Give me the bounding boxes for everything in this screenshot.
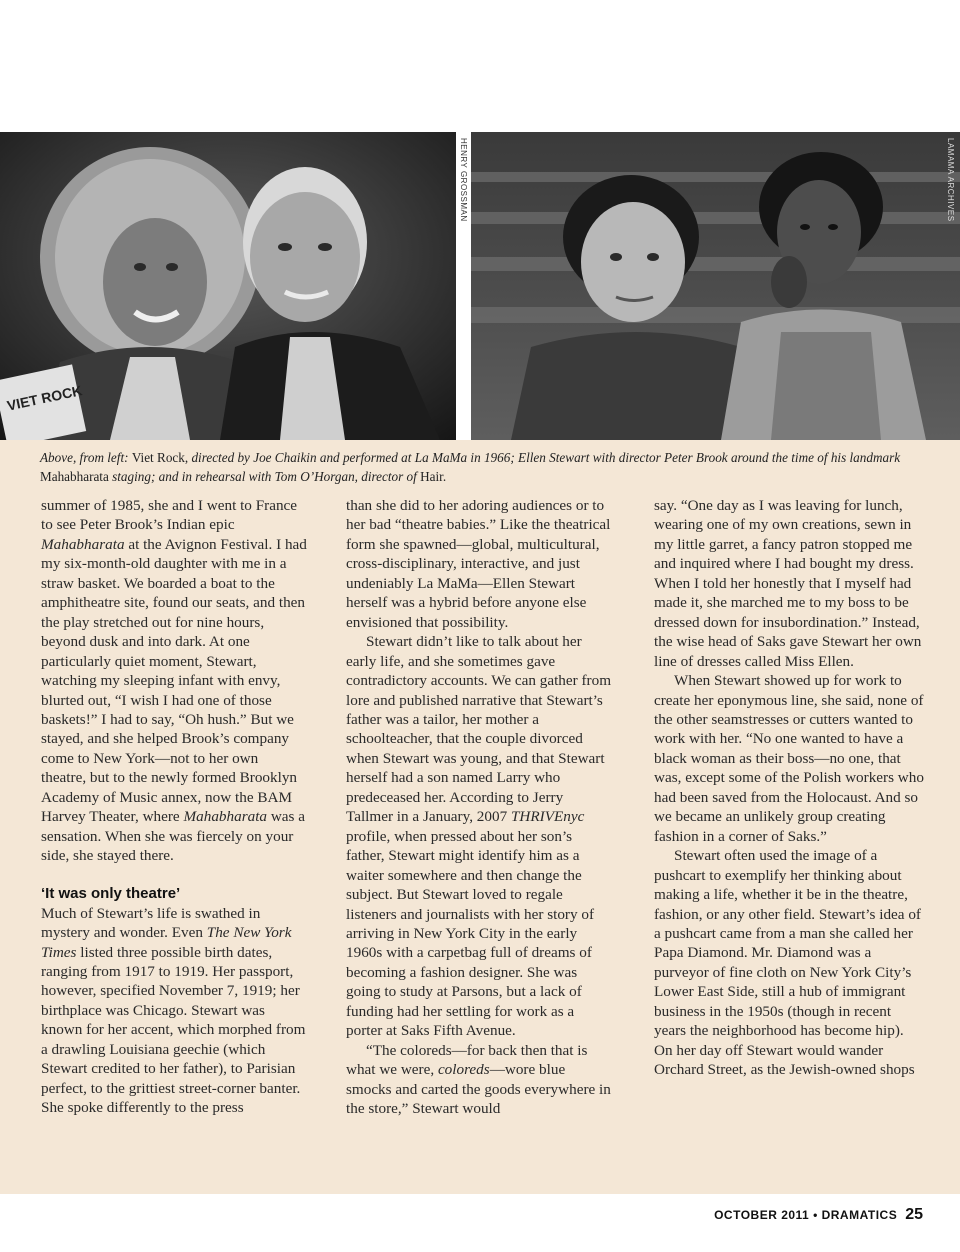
caption-title-viet-rock: Viet Rock, [131,450,189,465]
paragraph [346,1041,612,1119]
italic-word: coloreds [437,1061,490,1079]
caption-title-mahabharata: Mahabharata [40,469,109,484]
text-run: at the Avignon Festival. I had my six-month-old daughter with me in a straw basket. We boarded a boat to the amphitheatre site, found our seats, and then the play stretched out for nine hours, beyond dusk and into dark. At one particularly quiet moment, Stewart, watching my sleeping infant with envy, blurted out, “I wish I had one of those baskets!” I had to say, “Oh hush.” But we stayed, and she helped Brook’s company come to New York—not to her own theatre, but to the newly formed Brooklyn Academy of Music annex, now the BAM Harvey Theater, where [41,535,307,826]
text-run: listed three possible birth dates, ranging from 1917 to 1919. Her passport, however, specified November 7, 1919; her birthplace was Chicago. Stewart was known for her accent, which morphed from a drawling Louisiana geechie (which Stewart credited to her father), to Parisian perfect, to the grittiest street-corner banter. She spoke differently to the press [41,943,306,1117]
photo-credit-left: HENRY GROSSMAN [459,138,468,222]
caption-text-2: staging; and in rehearsal with Tom O’Horgan, director of [108,469,421,484]
photo-band [0,132,960,440]
caption-title-hair: Hair. [420,469,447,484]
section-subhead: ‘It was only theatre’ [41,884,181,902]
paragraph [41,904,307,1118]
publication-line: OCTOBER 2011 • DRAMATICS [714,1208,898,1222]
program-text: VIET ROCK [5,382,84,414]
text-run: was a sensation. When she was fiercely on your side, she stayed there. [41,808,305,865]
text-run: “The coloreds—for back then that is what we were, [346,1041,588,1079]
page-footer [714,1206,923,1224]
photo-caption [40,448,922,486]
photo-rehearsal-ohorgan [471,132,960,440]
photo-credit-right: LAMAMA ARCHIVES [946,138,955,222]
article-column-2 [346,496,612,1119]
caption-lead: Above, from left: [40,450,132,465]
article-column-3 [654,496,924,1080]
italic-title: Mahabharata [41,535,125,553]
text-run: —wore blue smocks and carted the goods everywhere in the store,” Stewart would [346,1061,611,1118]
italic-title: Mahabharata [183,808,268,826]
italic-title: THRIVEnyc [510,808,585,826]
text-run: profile, when pressed about her son’s father, Stewart might identify him as a waiter somewhere and then change the subject. But Stewart loved to regale listeners and journalists with her story of arriving in New York City in the early 1960s with a carpetbag full of dreams of becoming a fashion designer. She was going to study at Parsons, but a lack of funding had her settling for work as a porter at Saks Fifth Avenue. [346,827,595,1040]
paragraph [346,632,612,1041]
paragraph: When Stewart showed up for work to create her eponymous line, she said, none of the other seamstresses or cutters wanted to work with her. “No one wanted to have a black woman as their boss—no one, that was, except some of the Polish workers who had been saved from the Holocaust. And so we became an unlikely group creating fashion in a corner of Saks.” [654,672,924,845]
italic-title: The New York Times [41,924,292,961]
paragraph [41,496,307,866]
text-run: summer of 1985, she and I went to France to see Peter Brook’s Indian epic [41,497,298,534]
paragraph: say. “One day as I was leaving for lunch, wearing one of my own creations, sewn in my little garret, a fancy patron stopped me and inquired where I had bought my dress. When I told her honestly that I myself had made it, she marched me to my boss to be dressed down for insubordination.” Instead, the wise head of Saks gave Stewart her own line of dresses called Miss Ellen. [654,497,922,670]
text-run: Stewart didn’t like to talk about her early life, and she sometimes gave contradictory accounts. We can gather from lore and published narrative that Stewart’s father was a tailor, her mother a schoolteacher, that the couple divorced when Stewart was young, and that Stewart herself had a son named Larry who predeceased her. According to Jerry Tallmer in a January, 2007 [346,633,612,826]
article-column-1 [41,496,307,1118]
page-number: 25 [905,1206,923,1223]
paragraph: than she did to her adoring audiences or to her bad “theatre babies.” Like the theatrical form she spawned—global, multicultural, cross-disciplinary, interactive, and just undeniably La MaMa—Ellen Stewart herself was a hybrid before anyone else envisioned that possibility. [346,497,611,631]
text-run: Much of Stewart’s life is swathed in mystery and wonder. Even [41,904,261,942]
paragraph: Stewart often used the image of a pushcart to exemplify her thinking about making a life, whether it be in the theatre, fashion, or any other field. Stewart’s idea of a pushcart came from a man she called her Papa Diamond. Mr. Diamond was a purveyor of fine cloth on New York City’s Lower East Side, still a hub of immigrant business in the 1950s (though in recent years the neighborhood has become hip). On her day off Stewart would wander Orchard Street, as the Jewish-owned shops [654,847,921,1079]
caption-text-1: directed by Joe Chaikin and performed at La MaMa in 1966; Ellen Stewart with director Peter Brook around the time of his landmark [188,450,901,465]
photo-stewart-brook-image [0,132,456,440]
photo-rehearsal-image [471,132,960,440]
photo-stewart-brook [0,132,456,440]
